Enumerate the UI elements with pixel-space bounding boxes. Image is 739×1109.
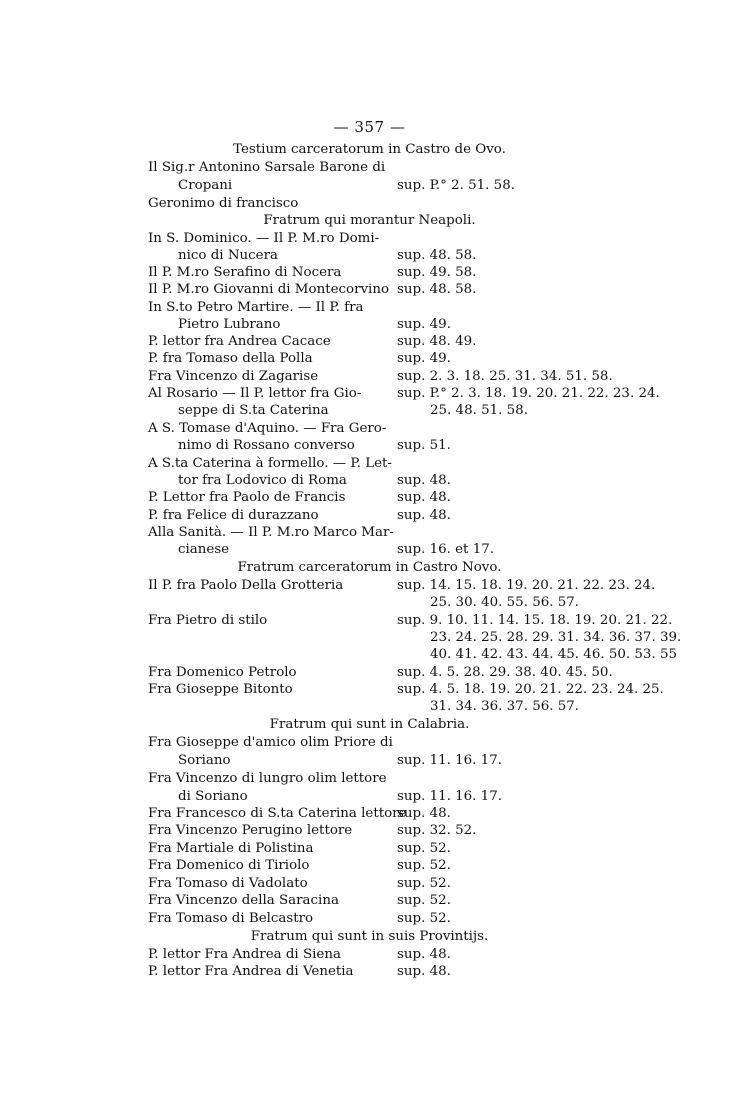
entry-line: Pietro Lubrano	[178, 317, 281, 332]
entry-line: Fra Gioseppe d'amico olim Priore di	[148, 735, 393, 750]
entry-line: Fra Domenico di Tiriolo	[148, 858, 310, 873]
entry-line: Fra Tomaso di Belcastro	[148, 911, 314, 926]
entry-reference: 25. 30. 40. 55. 56. 57.	[430, 595, 580, 610]
entry-reference: 40. 41. 42. 43. 44. 45. 46. 50. 53. 55	[430, 647, 678, 662]
entry-reference: sup. 52.	[397, 876, 451, 891]
section-heading: Fratrum qui morantur Neapoli.	[263, 213, 476, 228]
entry-line: A S. Tomase d'Aquino. — Fra Gero-	[148, 421, 387, 436]
entry-reference: sup. 2. 3. 18. 25. 31. 34. 51. 58.	[397, 369, 613, 384]
entry-line: Il P. fra Paolo Della Grotteria	[148, 578, 344, 593]
entry-line: P. lettor Fra Andrea di Venetia	[148, 964, 354, 979]
entry-line: Fra Vincenzo di lungro olim lettore	[148, 771, 387, 786]
entry-line: tor fra Lodovico di Roma	[178, 473, 347, 488]
entry-reference: sup. 48.	[397, 947, 451, 962]
entry-line: Il P. M.ro Giovanni di Montecorvino	[148, 282, 390, 297]
entry-reference: 25. 48. 51. 58.	[430, 403, 528, 418]
entry-reference: sup. 51.	[397, 438, 451, 453]
entry-line: Fra Gioseppe Bitonto	[148, 682, 293, 697]
entry-reference: sup. 49. 58.	[397, 265, 477, 280]
entry-line: In S. Dominico. — Il P. M.ro Domi-	[148, 231, 380, 246]
entry-line: cianese	[178, 542, 230, 557]
entry-reference: sup. 48.	[397, 508, 451, 523]
entry-reference: sup. 48.	[397, 964, 451, 979]
entry-line: Fra Vincenzo Perugino lettore	[148, 823, 353, 838]
entry-line: Alla Sanità. — Il P. M.ro Marco Mar-	[148, 525, 394, 540]
entry-reference: sup. 48.	[397, 473, 451, 488]
section-heading: Testium carceratorum in Castro de Ovo.	[233, 142, 506, 157]
entry-line: P. fra Felice di durazzano	[148, 508, 319, 523]
entry-line: Fra Vincenzo della Saracina	[148, 893, 339, 908]
entry-reference: sup. 4. 5. 18. 19. 20. 21. 22. 23. 24. 25.	[397, 682, 664, 697]
entry-reference: sup. 48. 49.	[397, 334, 477, 349]
entry-reference: sup. 52.	[397, 841, 451, 856]
entry-reference: sup. 4. 5. 28. 29. 38. 40. 45. 50.	[397, 665, 613, 680]
entry-reference: sup. P.° 2. 51. 58.	[397, 178, 515, 193]
entry-line: In S.to Petro Martire. — Il P. fra	[148, 300, 364, 315]
entry-line: nico di Nucera	[178, 248, 278, 263]
section-heading: Fratrum qui sunt in Calabria.	[269, 717, 470, 732]
entry-reference: 23. 24. 25. 28. 29. 31. 34. 36. 37. 39.	[430, 630, 682, 645]
entry-line: Cropani	[178, 178, 233, 193]
entry-line: Al Rosario — Il P. lettor fra Gio-	[148, 386, 362, 401]
entry-reference: sup. 16. et 17.	[397, 542, 494, 557]
entry-reference: sup. 49.	[397, 317, 451, 332]
entry-reference: sup. 11. 16. 17.	[397, 789, 502, 804]
entry-reference: sup. 14. 15. 18. 19. 20. 21. 22. 23. 24.	[397, 578, 656, 593]
entry-line: P. fra Tomaso della Polla	[148, 351, 313, 366]
entry-reference: sup. 48.	[397, 806, 451, 821]
entry-line: Fra Pietro di stilo	[148, 613, 268, 628]
entry-line: P. lettor fra Andrea Cacace	[148, 334, 331, 349]
entry-reference: sup. 48. 58.	[397, 248, 477, 263]
entry-line: Fra Francesco di S.ta Caterina lettore	[148, 806, 407, 821]
section-heading: Fratrum qui sunt in suis Provintijs.	[250, 929, 489, 944]
page-number: — 357 —	[333, 118, 406, 136]
entry-line: Il P. M.ro Serafino di Nocera	[148, 265, 342, 280]
entry-line: Fra Martiale di Polistina	[148, 841, 314, 856]
entry-reference: sup. 49.	[397, 351, 451, 366]
entry-reference: sup. 52.	[397, 911, 451, 926]
entry-reference: sup. 48. 58.	[397, 282, 477, 297]
entry-reference: sup. P.° 2. 3. 18. 19. 20. 21. 22. 23. 24.	[397, 386, 660, 401]
entry-line: P. lettor Fra Andrea di Siena	[148, 947, 341, 962]
entry-line: nimo di Rossano converso	[178, 438, 355, 453]
entry-line: Fra Tomaso di Vadolato	[148, 876, 308, 891]
entry-reference: sup. 32. 52.	[397, 823, 477, 838]
entry-line: Fra Vincenzo di Zagarise	[148, 369, 319, 384]
entry-line: A S.ta Caterina à formello. — P. Let-	[148, 456, 392, 471]
entry-line: Geronimo di francisco	[148, 196, 299, 211]
entry-line: P. Lettor fra Paolo de Francis	[148, 490, 346, 505]
entry-reference: sup. 48.	[397, 490, 451, 505]
entry-reference: sup. 11. 16. 17.	[397, 753, 502, 768]
section-heading: Fratrum carceratorum in Castro Novo.	[237, 560, 502, 575]
entry-reference: sup. 52.	[397, 858, 451, 873]
entry-line: seppe di S.ta Caterina	[178, 403, 329, 418]
entry-line: di Soriano	[178, 789, 248, 804]
entry-reference: 31. 34. 36. 37. 56. 57.	[430, 699, 580, 714]
entry-line: Il Sig.r Antonino Sarsale Barone di	[148, 160, 386, 175]
entry-line: Soriano	[178, 753, 231, 768]
entry-reference: sup. 52.	[397, 893, 451, 908]
entry-reference: sup. 9. 10. 11. 14. 15. 18. 19. 20. 21. 22.	[397, 613, 673, 628]
entry-line: Fra Domenico Petrolo	[148, 665, 297, 680]
